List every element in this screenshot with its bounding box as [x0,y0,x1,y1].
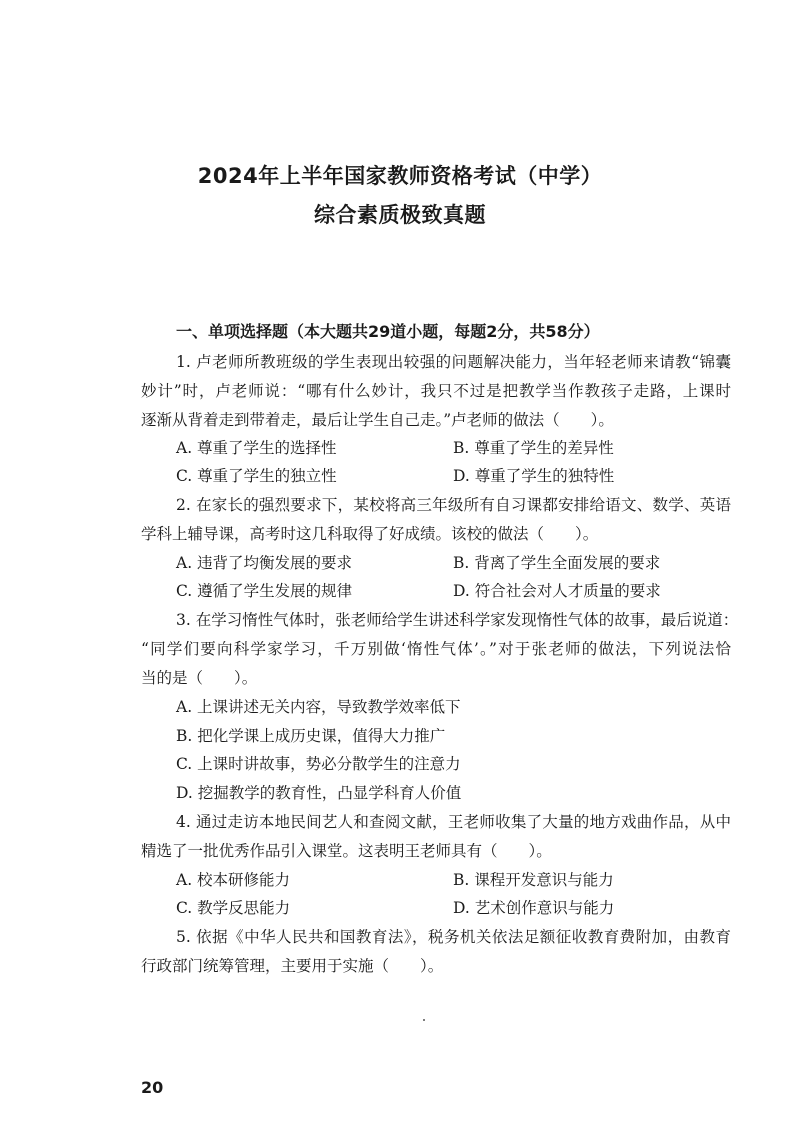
scan-speck [423,1019,425,1021]
question-1-option-d: D. 尊重了学生的独特性 [453,467,615,485]
question-5-line-1: 5. 依据《中华人民共和国教育法》，税务机关依法足额征收教育费附加，由教育 [176,928,731,946]
exam-subtitle: 综合素质极致真题 [314,203,486,227]
question-4-option-d: D. 艺术创作意识与能力 [453,899,615,917]
question-3-line-1: 3. 在学习惰性气体时，张老师给学生讲述科学家发现惰性气体的故事，最后说道： [176,611,739,629]
question-1-line-2: 妙计”时，卢老师说：“哪有什么妙计，我只不过是把教学当作教孩子走路，上课时 [141,382,731,400]
question-2-option-a: A. 违背了均衡发展的要求 [176,554,353,572]
question-3-option-b: B. 把化学课上成历史课，值得大力推广 [176,727,446,745]
question-2-option-c: C. 遵循了学生发展的规律 [176,582,353,600]
question-1-line-1: 1. 卢老师所教班级的学生表现出较强的问题解决能力，当年轻老师来请教“锦囊 [176,353,731,371]
section-heading: 一、单项选择题（本大题共29道小题，每题2分，共58分） [176,322,600,341]
question-4-line-2: 精选了一批优秀作品引入课堂。这表明王老师具有（ ）。 [141,842,552,860]
question-2-option-b: B. 背离了学生全面发展的要求 [453,554,661,572]
question-3-option-c: C. 上课时讲故事，势必分散学生的注意力 [176,755,461,773]
question-4-option-a: A. 校本研修能力 [176,871,291,889]
question-1-option-a: A. 尊重了学生的选择性 [176,439,337,457]
question-4-option-b: B. 课程开发意识与能力 [453,871,614,889]
question-1-line-3: 逐渐从背着走到带着走，最后让学生自己走。”卢老师的做法（ ）。 [141,411,614,429]
page-number: 20 [141,1078,164,1097]
question-2-line-2: 学科上辅导课，高考时这几科取得了好成绩。该校的做法（ ）。 [141,525,599,543]
question-4-option-c: C. 教学反思能力 [176,899,291,917]
question-3-option-d: D. 挖掘教学的教育性，凸显学科育人价值 [176,784,462,802]
question-2-option-d: D. 符合社会对人才质量的要求 [453,582,661,600]
question-2-line-1: 2. 在家长的强烈要求下，某校将高三年级所有自习课都安排给语文、数学、英语 [176,496,731,514]
question-4-line-1: 4. 通过走访本地民间艺人和查阅文献，王老师收集了大量的地方戏曲作品，从中 [176,813,731,831]
question-1-option-c: C. 尊重了学生的独立性 [176,467,337,485]
question-3-option-a: A. 上课讲述无关内容，导致教学效率低下 [176,698,461,716]
question-3-line-2: “同学们要向科学家学习，千万别做‘惰性气体’。”对于张老师的做法，下列说法恰 [141,640,731,658]
exam-title: 2024年上半年国家教师资格考试（中学） [197,164,603,188]
question-1-option-b: B. 尊重了学生的差异性 [453,439,614,457]
question-5-line-2: 行政部门统筹管理，主要用于实施（ ）。 [141,957,444,975]
question-3-line-3: 当的是（ ）。 [141,669,258,687]
